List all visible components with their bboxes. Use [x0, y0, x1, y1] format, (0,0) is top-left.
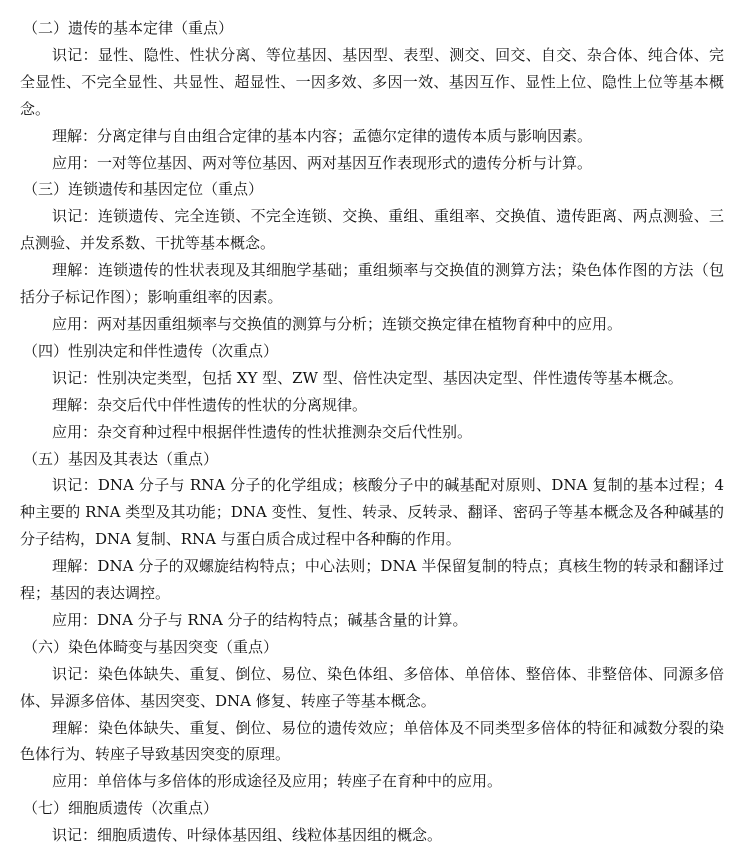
- section-heading: （五）基因及其表达（重点）: [23, 449, 219, 468]
- section-sex-determination: [20, 338, 724, 446]
- section-gene-expression: [20, 446, 724, 634]
- section-linkage-mapping: [20, 176, 724, 337]
- understand-paragraph: 理解：DNA 分子的双螺旋结构特点；中心法则；DNA 半保留复制的特点；真核生物的转录和翻译过程；基因的表达调控。: [20, 557, 724, 603]
- section-heading: （六）染色体畸变与基因突变（重点）: [23, 637, 279, 656]
- apply-paragraph: 应用：DNA 分子与 RNA 分子的结构特点；碱基含量的计算。: [52, 610, 468, 629]
- understand-paragraph: 理解：杂交后代中伴性遗传的性状的分离规律。: [52, 395, 368, 414]
- section-heading: （二）遗传的基本定律（重点）: [23, 19, 234, 37]
- understand-paragraph: 理解：染色体缺失、重复、倒位、易位的遗传效应；单倍体及不同类型多倍体的特征和减数分裂的染色体行为、转座子导致基因突变的原理。: [20, 718, 724, 764]
- understand-paragraph: 理解：分离定律与自由组合定律的基本内容；孟德尔定律的遗传本质与影响因素。: [52, 126, 593, 145]
- memorize-paragraph: 识记：DNA 分子与 RNA 分子的化学组成；核酸分子中的碱基配对原则、DNA 复制的基本过程；4 种主要的 RNA 类型及其功能；DNA 变性、复性、转录、反转录、翻译、密码子等基本概念及各种碱基的分子结构，DNA 复制、RNA 与蛋白质合成过程中各种酶的作用。: [20, 476, 724, 549]
- memorize-paragraph: 识记：细胞质遗传、叶绿体基因组、线粒体基因组的概念。: [52, 826, 443, 845]
- memorize-paragraph: 识记：染色体缺失、重复、倒位、易位、染色体组、多倍体、单倍体、整倍体、非整倍体、同源多倍体、异源多倍体、基因突变、DNA 修复、转座子等基本概念。: [20, 664, 724, 710]
- apply-paragraph: 应用：两对基因重组频率与交换值的测算与分析；连锁交换定律在植物育种中的应用。: [52, 314, 623, 333]
- apply-paragraph: 应用：单倍体与多倍体的形成途径及应用；转座子在育种中的应用。: [52, 772, 503, 791]
- memorize-paragraph: 识记：性别决定类型，包括 XY 型、ZW 型、倍性决定型、基因决定型、伴性遗传等基本概念。: [52, 368, 683, 387]
- section-heredity-laws: [20, 15, 724, 176]
- section-heading: （三）连锁遗传和基因定位（重点）: [23, 180, 264, 199]
- apply-paragraph: 应用：杂交育种过程中根据伴性遗传的性状推测杂交后代性别。: [52, 422, 473, 441]
- memorize-paragraph: 识记：连锁遗传、完全连锁、不完全连锁、交换、重组、重组率、交换值、遗传距离、两点测验、三点测验、并发系数、干扰等基本概念。: [20, 207, 724, 253]
- section-heading: （四）性别决定和伴性遗传（次重点）: [23, 341, 279, 360]
- section-chromosome-mutation: [20, 634, 724, 795]
- section-cytoplasmic-inheritance: [20, 795, 724, 849]
- apply-paragraph: 应用：一对等位基因、两对等位基因、两对基因互作表现形式的遗传分析与计算。: [52, 153, 593, 172]
- section-heading: （七）细胞质遗传（次重点）: [23, 799, 219, 818]
- memorize-paragraph: 识记：显性、隐性、性状分离、等位基因、基因型、表型、测交、回交、自交、杂合体、纯合体、完全显性、不完全显性、共显性、超显性、一因多效、多因一效、基因互作、显性上位、隐性上位等基本概念。: [20, 45, 724, 118]
- understand-paragraph: 理解：连锁遗传的性状表现及其细胞学基础；重组频率与交换值的测算方法；染色体作图的方法（包括分子标记作图）；影响重组率的因素。: [20, 261, 724, 307]
